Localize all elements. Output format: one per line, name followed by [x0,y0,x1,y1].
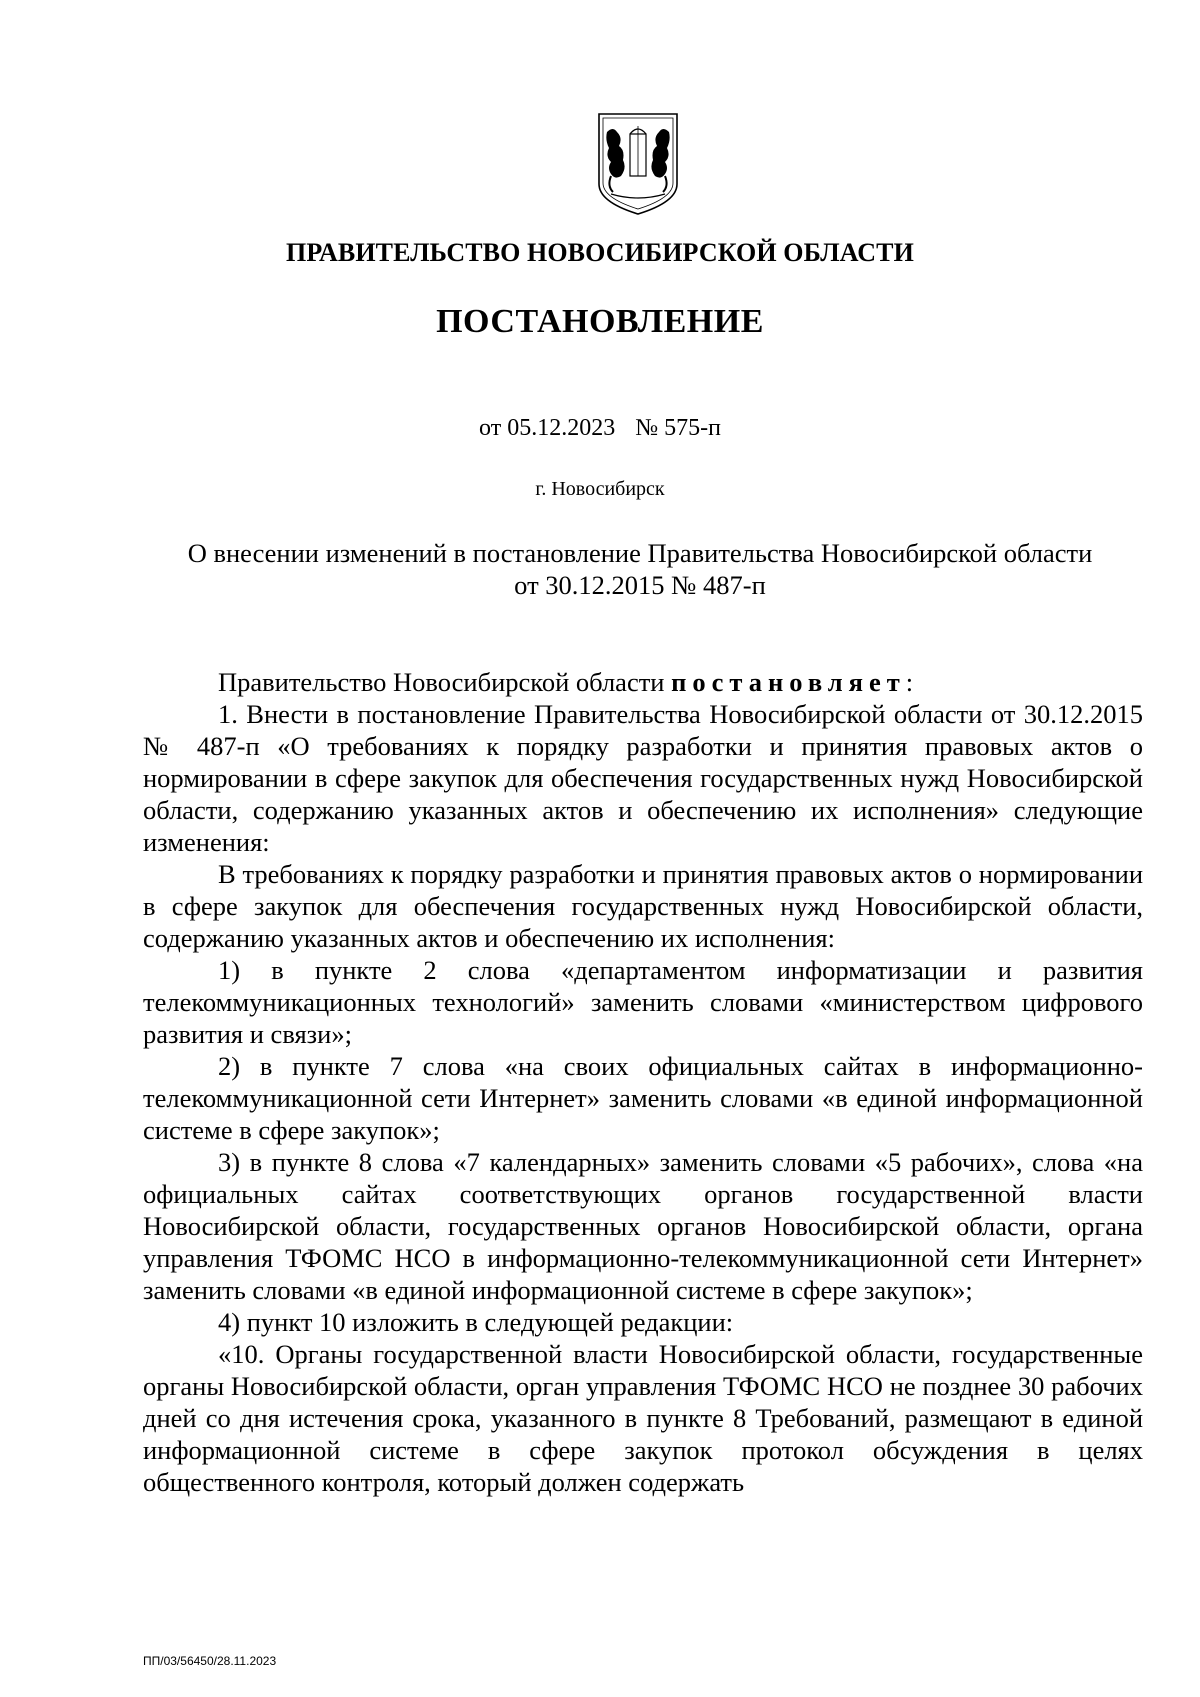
paragraph-6: 4) пункт 10 изложить в следующей редакции: [218,1307,734,1337]
document-number: № 575-п [635,415,721,441]
footer-code: ПП/03/56450/28.11.2023 [143,1654,277,1668]
paragraph-4: 2) в пункте 7 слова «на своих официальных сайтах в информационно-телекоммуникационной сети Интернет» заменить словами «в единой информационной системе в сфере закупок»; [143,1051,1143,1145]
document-subject [140,537,1140,601]
paragraph-7: «10. Органы государственной власти Новосибирской области, государственные органы Новосибирской области, орган управления ТФОМС НСО не позднее 30 рабочих дней со дня истечения срока, указанного в пункте 8 Требований, размещают в единой информационной системе в сфере закупок протокол обсуждения в целях общественного контроля, который должен содержать [143,1339,1143,1497]
paragraph-2: В требованиях к порядку разработки и принятия правовых актов о нормировании в сфере закупок для обеспечения государственных нужд Новосибирской области, содержанию указанных актов и обеспечению их исполнения: [143,859,1143,953]
subject-line-1: О внесении изменений в постановление Правительства Новосибирской области [187,538,1093,568]
document-date: 05.12.2023 [507,415,616,441]
coat-of-arms-icon [597,112,679,216]
paragraph-1: 1. Внести в постановление Правительства Новосибирской области от 30.12.2015 № 487-п «О требованиях к порядку разработки и принятия правовых актов о нормировании в сфере закупок для обеспечения государственных нужд Новосибирской области, содержанию указанных актов и обеспечению их исполнения» следующие изменения: [143,699,1143,857]
decree-suffix: : [905,667,914,697]
subject-line-2: от 30.12.2015 № 487-п [514,570,766,600]
paragraph-5: 3) в пункте 8 слова «7 календарных» заменить словами «5 рабочих», слова «на официальных сайтах соответствующих органов государственной власти Новосибирской области, государственных органов Новосибирской области, органа управления ТФОМС НСО в информационно-телекоммуникационной сети Интернет» заменить словами «в единой информационной системе в сфере закупок»; [143,1147,1143,1305]
date-prefix: от [479,415,502,441]
document-body [143,666,1143,1498]
paragraph-3: 1) в пункте 2 слова «департаментом информатизации и развития телекоммуникационных технологий» заменить словами «министерством цифрового развития и связи»; [143,955,1143,1049]
city: г. Новосибирск [535,478,665,500]
intro-paragraph [143,666,1143,698]
organization-name: ПРАВИТЕЛЬСТВО НОВОСИБИРСКОЙ ОБЛАСТИ [286,238,914,267]
document-date-number [0,415,1200,442]
intro-text: Правительство Новосибирской области [218,667,665,697]
decree-word: постановляет [671,667,906,697]
document-type: ПОСТАНОВЛЕНИЕ [436,303,764,340]
